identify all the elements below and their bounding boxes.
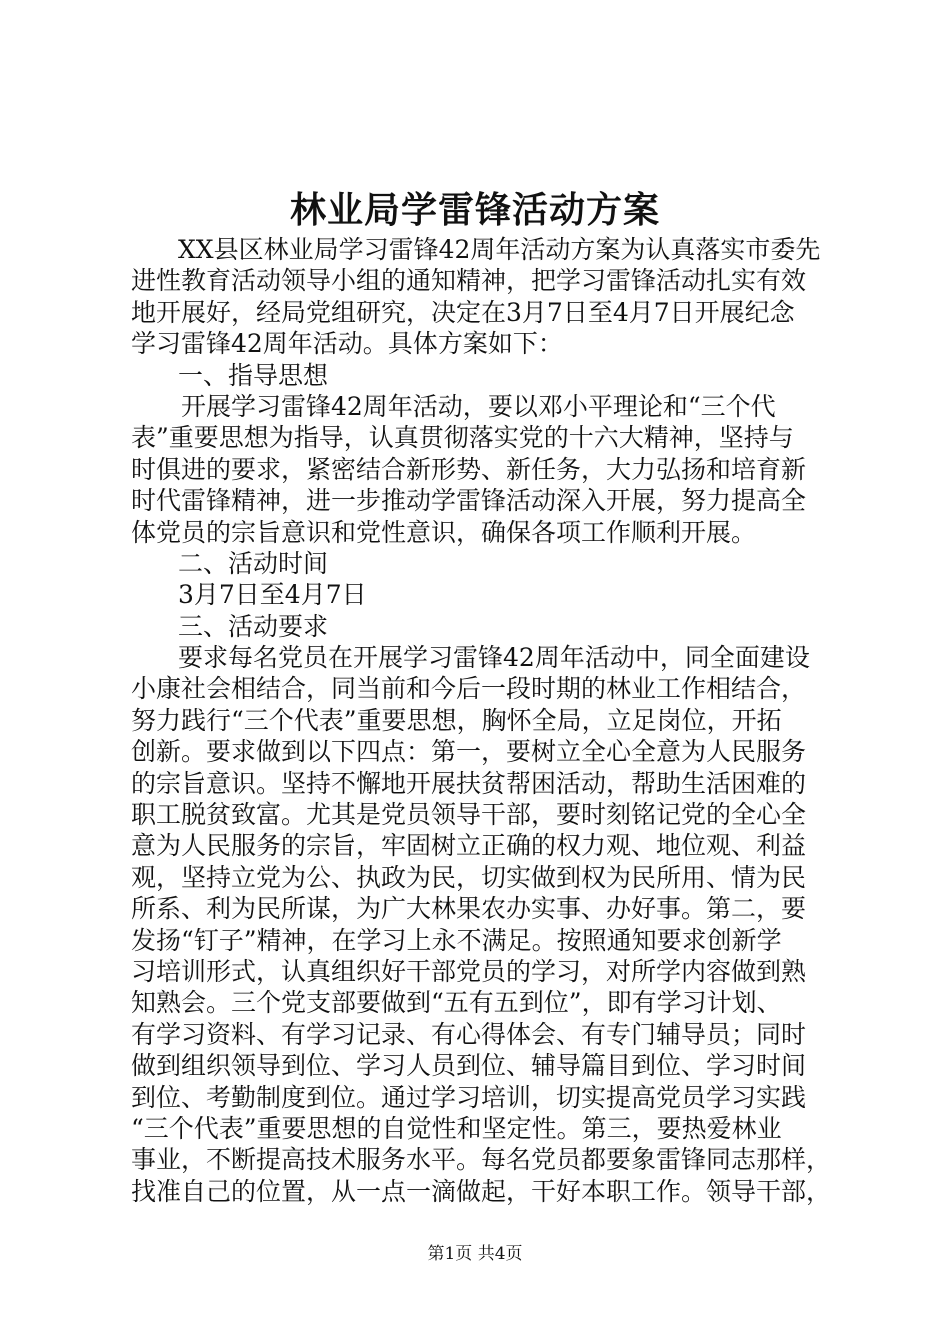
paragraph-line: 创新。要求做到以下四点：第一，要树立全心全意为人民服务 (131, 737, 807, 767)
paragraph-line: 所系、利为民所谋，为广大林果农办实事、办好事。第二，要 (131, 894, 807, 924)
paragraph-line: 学习雷锋42周年活动。具体方案如下： (131, 329, 563, 359)
paragraph-line: 表”重要思想为指导，认真贯彻落实党的十六大精神，坚持与 (131, 423, 794, 453)
paragraph-line: 进性教育活动领导小组的通知精神，把学习雷锋活动扎实有效 (131, 266, 807, 296)
paragraph-line: 开展学习雷锋42周年活动，要以邓小平理论和“三个代 (181, 391, 776, 421)
paragraph-line: 做到组织领导到位、学习人员到位、辅导篇目到位、学习时间 (131, 1051, 807, 1081)
paragraph-line: 地开展好，经局党组研究，决定在3月7日至4月7日开展纪念 (131, 297, 795, 327)
paragraph-line: 职工脱贫致富。尤其是党员领导干部，要时刻铭记党的全心全 (131, 800, 807, 830)
paragraph-line: 小康社会相结合，同当前和今后一段时期的林业工作相结合， (131, 674, 807, 704)
paragraph-line: 有学习资料、有学习记录、有心得体会、有专门辅导员；同时 (131, 1019, 807, 1049)
paragraph-line: 努力践行“三个代表”重要思想，胸怀全局，立足岗位，开拓 (131, 705, 782, 735)
paragraph-line: 体党员的宗旨意识和党性意识，确保各项工作顺利开展。 (131, 517, 757, 547)
paragraph-line: 知熟会。三个党支部要做到“五有五到位”，即有学习计划、 (131, 988, 782, 1018)
paragraph-line: 要求每名党员在开展学习雷锋42周年活动中，同全面建设 (178, 643, 810, 673)
paragraph-line: 时代雷锋精神，进一步推动学雷锋活动深入开展，努力提高全 (131, 486, 807, 516)
paragraph-line: 3月7日至4月7日 (178, 580, 367, 610)
document-body (131, 234, 831, 1207)
section-heading: 一、指导思想 (178, 360, 329, 390)
paragraph-line: 到位、考勤制度到位。通过学习培训，切实提高党员学习实践 (131, 1082, 807, 1112)
document-title: 林业局学雷锋活动方案 (289, 189, 660, 231)
paragraph-line: 习培训形式，认真组织好干部党员的学习，对所学内容做到熟 (131, 956, 807, 986)
page-number: 第1页 共4页 (427, 1244, 523, 1264)
paragraph-line: 意为人民服务的宗旨，牢固树立正确的权力观、地位观、利益 (131, 831, 807, 861)
paragraph-line: 时俱进的要求，紧密结合新形势、新任务，大力弘扬和培育新 (131, 454, 807, 484)
paragraph-line: 观，坚持立党为公、执政为民，切实做到权为民所用、情为民 (131, 862, 807, 892)
paragraph-line: 事业，不断提高技术服务水平。每名党员都要象雷锋同志那样， (131, 1145, 831, 1175)
section-heading: 三、活动要求 (178, 611, 329, 641)
paragraph-line: XX县区林业局学习雷锋42周年活动方案为认真落实市委先 (178, 235, 821, 264)
paragraph-line: “三个代表”重要思想的自觉性和坚定性。第三，要热爱林业 (131, 1113, 782, 1143)
paragraph-line: 的宗旨意识。坚持不懈地开展扶贫帮困活动，帮助生活困难的 (131, 768, 807, 798)
paragraph-line: 找准自己的位置，从一点一滴做起，干好本职工作。领导干部， (131, 1176, 831, 1206)
section-heading: 二、活动时间 (178, 548, 329, 578)
paragraph-line: 发扬“钉子”精神，在学习上永不满足。按照通知要求创新学 (131, 925, 782, 955)
